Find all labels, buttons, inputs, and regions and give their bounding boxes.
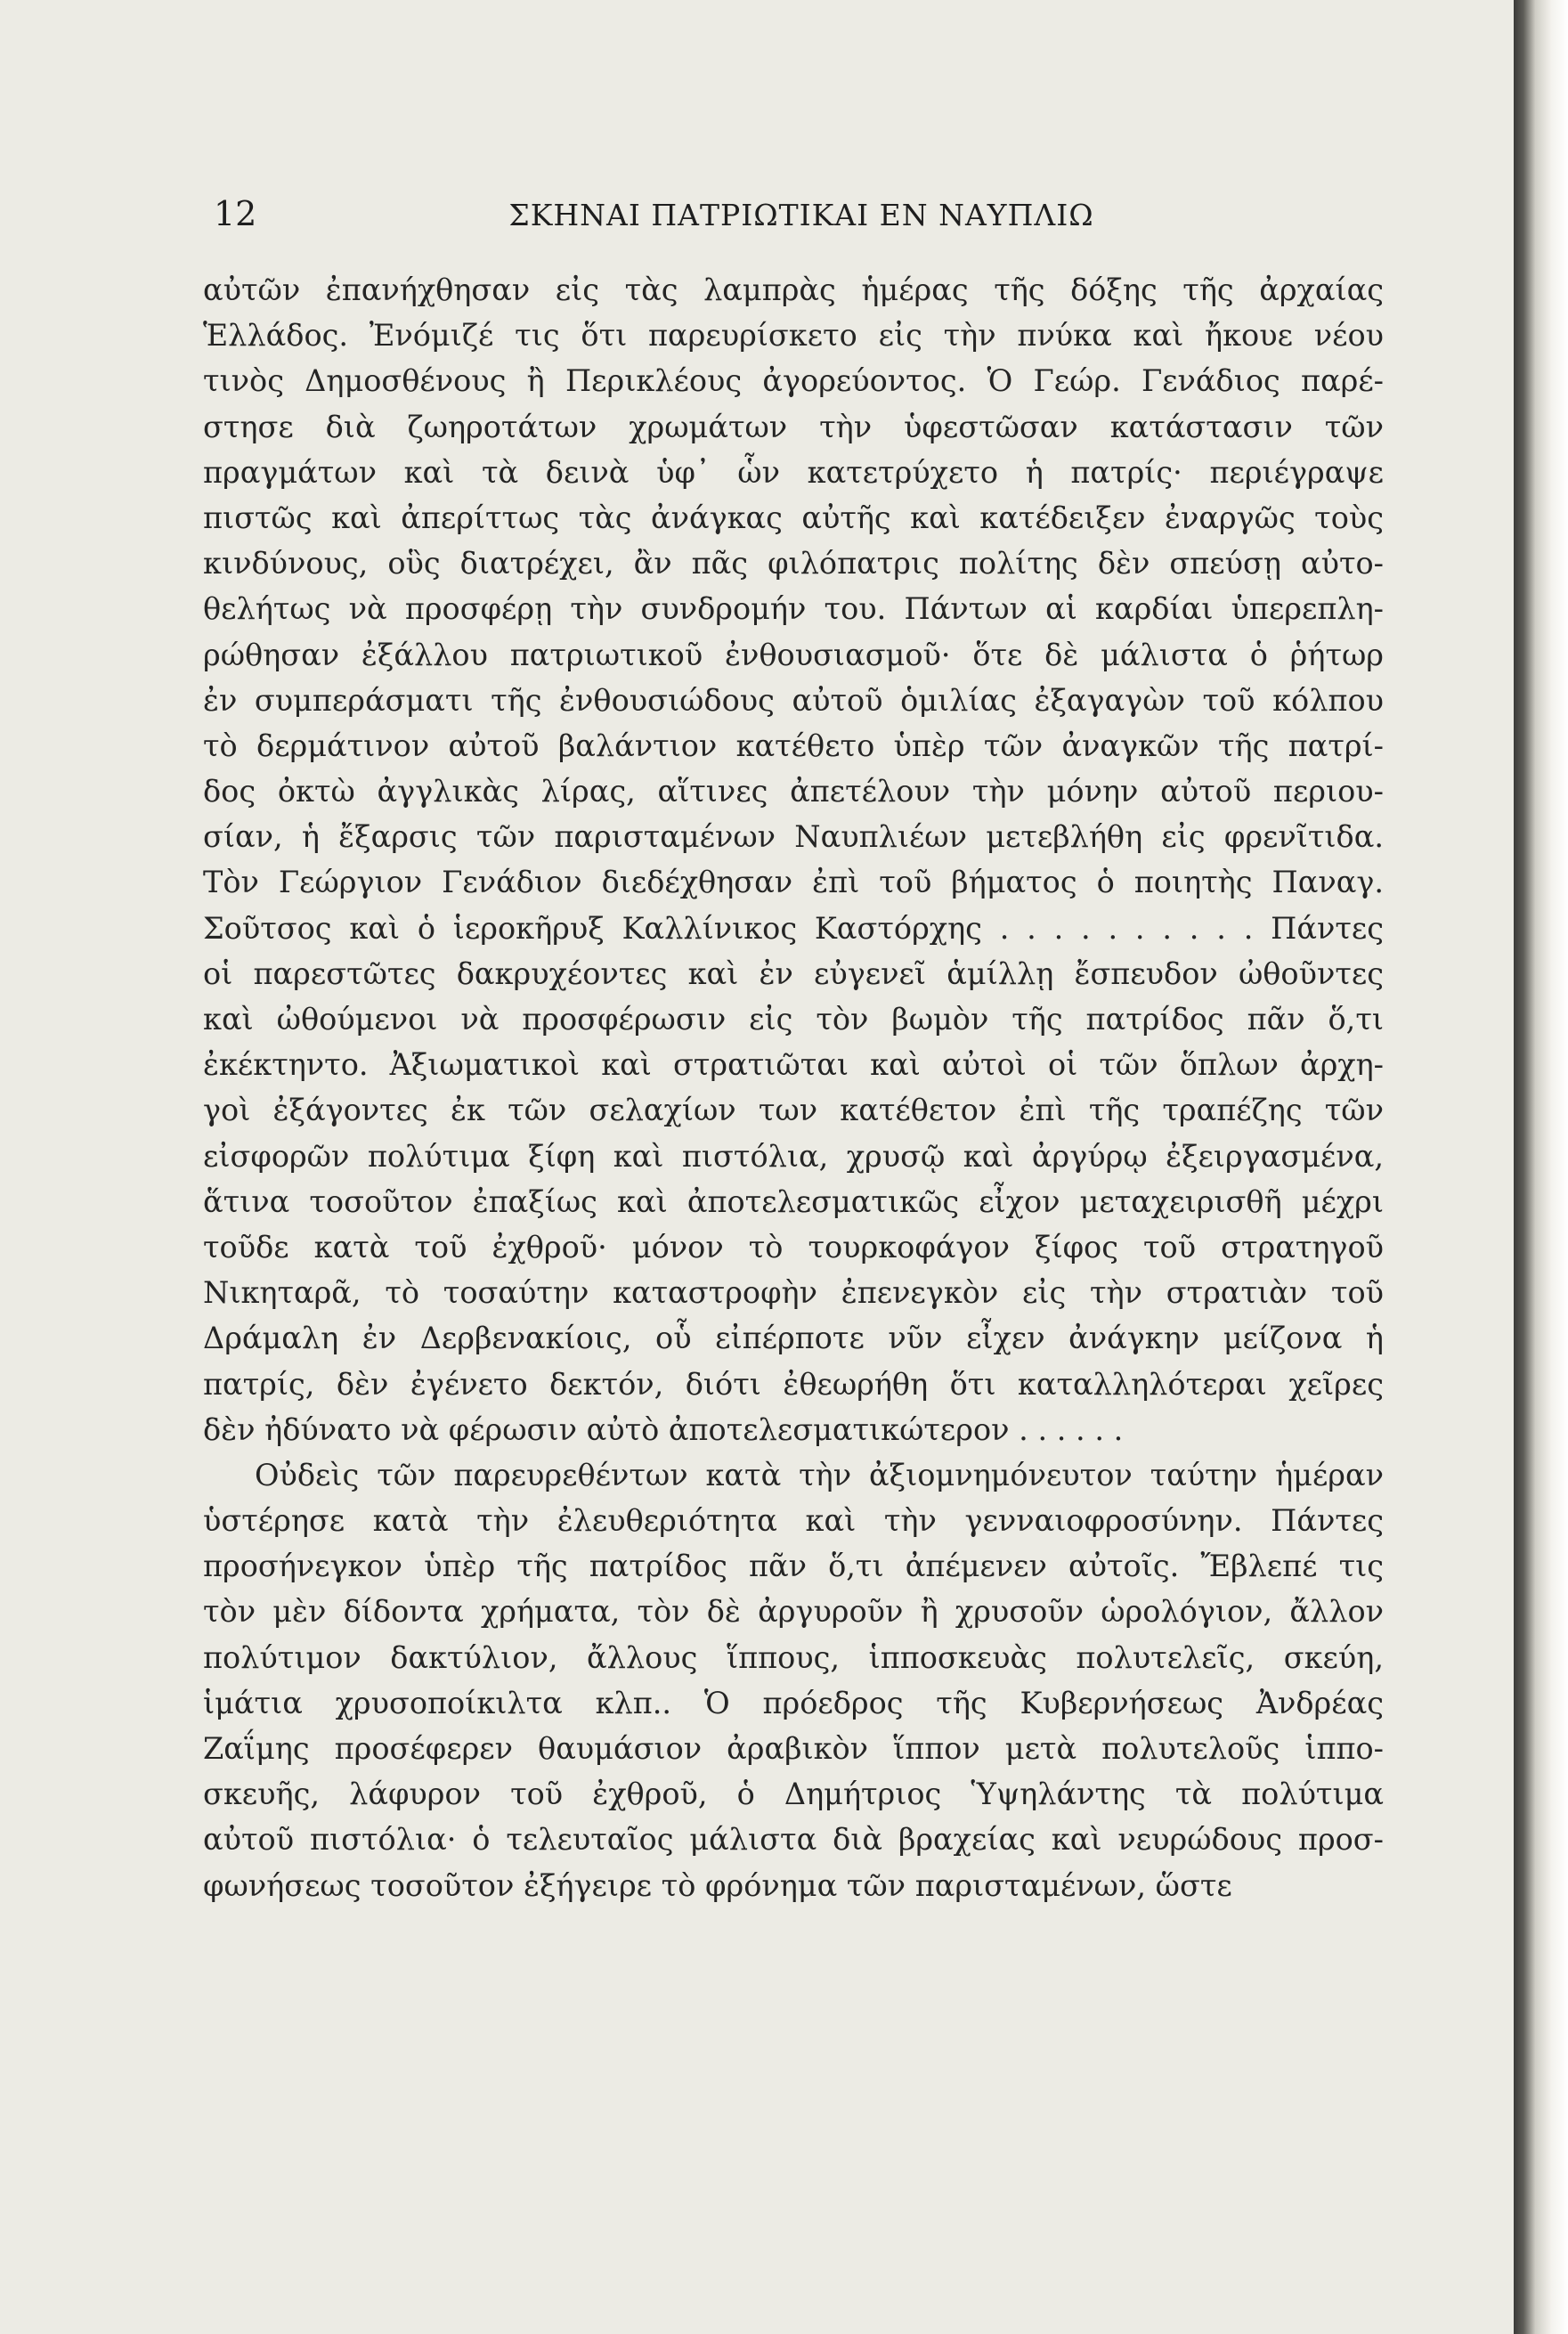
text-line: θελήτως νὰ προσφέρῃ τὴν συνδρομήν του. Πάντων αἱ καρδίαι ὑπερεπλη- (203, 591, 1384, 627)
text-line: σίαν, ἡ ἔξαρσις τῶν παρισταμένων Ναυπλιέων μετεβλήθη εἰς φρενῖτιδα. (203, 819, 1384, 855)
text-line: αὐτῶν ἐπανήχθησαν εἰς τὰς λαμπρὰς ἡμέρας τῆς δόξης τῆς ἀρχαίας (203, 272, 1384, 307)
scan-page-edge (1514, 0, 1568, 2334)
page-header (214, 194, 1389, 248)
text-line: Τὸν Γεώργιον Γενάδιον διεδέχθησαν ἐπὶ τοῦ βήματος ὁ ποιητὴς Παναγ. (203, 865, 1384, 900)
text-line: Οὐδεὶς τῶν παρευρεθέντων κατὰ τὴν ἀξιομνημόνευτον ταύτην ἡμέραν (255, 1457, 1384, 1492)
text-line: Ἑλλάδος. Ἐνόμιζέ τις ὅτι παρευρίσκετο εἰς τὴν πνύκα καὶ ἤκουε νέου (203, 318, 1384, 354)
text-line: τοῦδε κατὰ τοῦ ἐχθροῦ· μόνον τὸ τουρκοφάγον ξίφος τοῦ στρατηγοῦ (203, 1229, 1384, 1265)
text-line: πολύτιμον δακτύλιον, ἄλλους ἵππους, ἱπποσκευὰς πολυτελεῖς, σκεύη, (203, 1639, 1384, 1675)
text-line: ρώθησαν ἐξάλλου πατριωτικοῦ ἐνθουσιασμοῦ· ὅτε δὲ μάλιστα ὁ ῥήτωρ (203, 637, 1384, 672)
text-line: καὶ ὠθούμενοι νὰ προσφέρωσιν εἰς τὸν βωμὸν τῆς πατρίδος πᾶν ὅ,τι (203, 1002, 1384, 1037)
paragraph (203, 267, 1384, 1452)
text-line: δὲν ἠδύνατο νὰ φέρωσιν αὐτὸ ἀποτελεσματικώτερον . . . . . . (203, 1411, 1124, 1447)
page-number: 12 (214, 194, 257, 233)
text-line: κινδύνους, οὓς διατρέχει, ἂν πᾶς φιλόπατρις πολίτης δὲν σπεύσῃ αὐτο- (203, 546, 1384, 581)
text-line: ἱμάτια χρυσοποίκιλτα κλπ.. Ὁ πρόεδρος τῆς Κυβερνήσεως Ἀνδρέας (203, 1685, 1384, 1720)
text-line: τὸν μὲν δίδοντα χρήματα, τὸν δὲ ἀργυροῦν ἢ χρυσοῦν ὡρολόγιον, ἄλλον (203, 1594, 1384, 1630)
text-line: δος ὀκτὼ ἀγγλικὰς λίρας, αἵτινες ἀπετέλουν τὴν μόνην αὐτοῦ περιου- (203, 774, 1384, 809)
text-line: γοὶ ἐξάγοντες ἐκ τῶν σελαχίων των κατέθετον ἐπὶ τῆς τραπέζης τῶν (203, 1093, 1384, 1128)
text-line: αὐτοῦ πιστόλια· ὁ τελευταῖος μάλιστα διὰ βραχείας καὶ νευρώδους προσ- (203, 1822, 1384, 1858)
text-line: ὑστέρησε κατὰ τὴν ἐλευθεριότητα καὶ τὴν γενναιοφροσύνην. Πάντες (203, 1503, 1384, 1539)
text-line: Ζαΐμης προσέφερεν θαυμάσιον ἀραβικὸν ἵππον μετὰ πολυτελοῦς ἱππο- (203, 1731, 1384, 1766)
text-line: Δράμαλη ἐν Δερβενακίοις, οὗ εἰπέρποτε νῦν εἶχεν ἀνάγκην μείζονα ἡ (203, 1321, 1384, 1356)
text-line: Σοῦτσος καὶ ὁ ἱεροκῆρυξ Καλλίνικος Καστόρχης . . . . . . . . . . Πάντες (203, 910, 1384, 946)
text-line: εἰσφορῶν πολύτιμα ξίφη καὶ πιστόλια, χρυσῷ καὶ ἀργύρῳ ἐξειργασμένα, (203, 1138, 1384, 1174)
text-line: ἐκέκτηντο. Ἀξιωματικοὶ καὶ στρατιῶται καὶ αὐτοὶ οἱ τῶν ὅπλων ἀρχη- (203, 1047, 1384, 1083)
text-line: σκευῆς, λάφυρον τοῦ ἐχθροῦ, ὁ Δημήτριος Ὑψηλάντης τὰ πολύτιμα (203, 1777, 1384, 1812)
text-line: πιστῶς καὶ ἀπερίττως τὰς ἀνάγκας αὐτῆς καὶ κατέδειξεν ἐναργῶς τοὺς (203, 500, 1384, 535)
text-line: πατρίς, δὲν ἐγένετο δεκτόν, διότι ἐθεωρήθη ὅτι καταλληλότεραι χεῖρες (203, 1366, 1384, 1402)
text-line: τινὸς Δημοσθένους ἢ Περικλέους ἀγορεύοντος. Ὁ Γεώρ. Γενάδιος παρέ- (203, 363, 1384, 399)
running-title: ΣΚΗΝΑΙ ΠΑΤΡΙΩΤΙΚΑΙ ΕΝ ΝΑΥΠΛΙΩ (508, 198, 1094, 232)
text-line: φωνήσεως τοσοῦτον ἐξήγειρε τὸ φρόνημα τῶν παρισταμένων, ὥστε (203, 1867, 1232, 1903)
text-line: στησε διὰ ζωηροτάτων χρωμάτων τὴν ὑφεστῶσαν κατάστασιν τῶν (203, 409, 1384, 444)
text-line: Νικηταρᾶ, τὸ τοσαύτην καταστροφὴν ἐπενεγκὸν εἰς τὴν στρατιὰν τοῦ (203, 1275, 1384, 1311)
text-line: προσήνεγκον ὑπὲρ τῆς πατρίδος πᾶν ὅ,τι ἀπέμενεν αὐτοῖς. Ἔβλεπέ τις (203, 1549, 1384, 1584)
body-text (203, 267, 1384, 1908)
text-line: ἅτινα τοσοῦτον ἐπαξίως καὶ ἀποτελεσματικῶς εἶχον μεταχειρισθῆ μέχρι (203, 1183, 1384, 1219)
paragraph (203, 1452, 1384, 1908)
text-line: ἐν συμπεράσματι τῆς ἐνθουσιώδους αὐτοῦ ὁμιλίας ἐξαγαγὼν τοῦ κόλπου (203, 682, 1384, 718)
text-line: πραγμάτων καὶ τὰ δεινὰ ὑφ᾽ ὧν κατετρύχετο ἡ πατρίς· περιέγραψε (203, 454, 1384, 490)
text-line: τὸ δερμάτινον αὐτοῦ βαλάντιον κατέθετο ὑπὲρ τῶν ἀναγκῶν τῆς πατρί- (203, 728, 1384, 763)
text-line: οἱ παρεστῶτες δακρυχέοντες καὶ ἐν εὐγενεῖ ἁμίλλῃ ἔσπευδον ὠθοῦντες (203, 956, 1384, 991)
